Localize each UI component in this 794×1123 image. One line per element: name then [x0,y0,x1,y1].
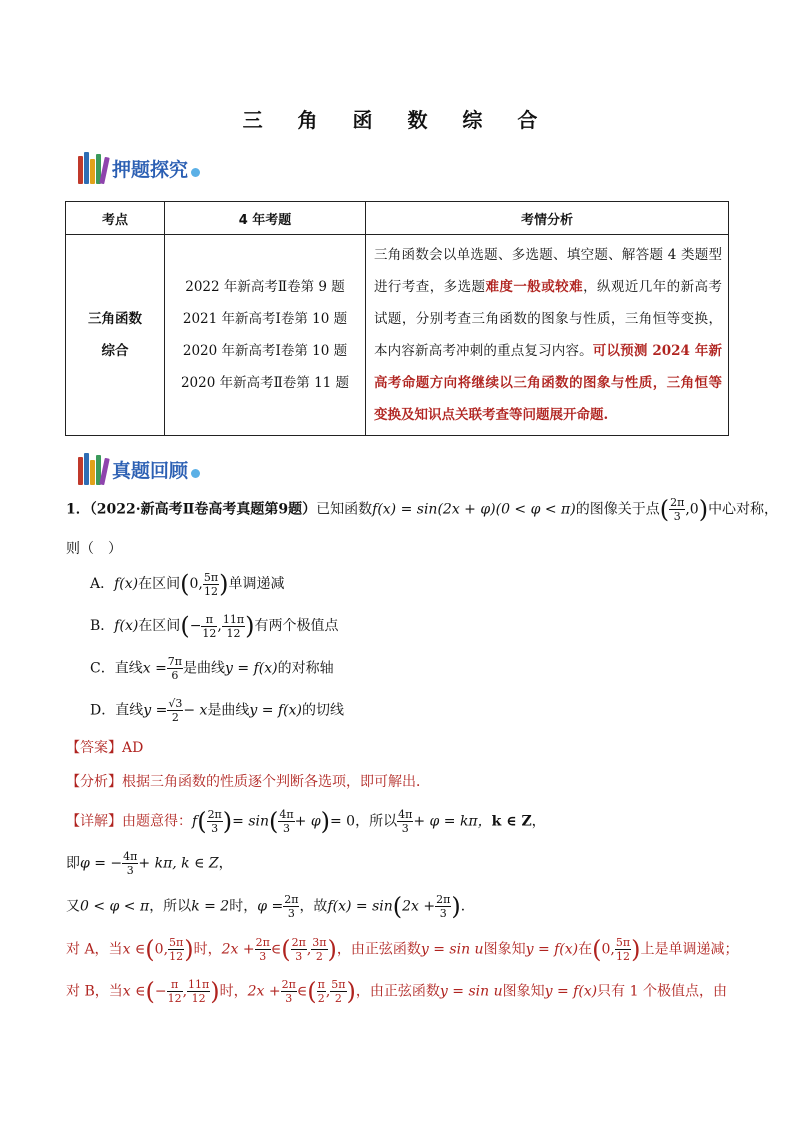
stem-text: 的图像关于点 [575,501,660,518]
option-b[interactable]: B．f(x)在区间(− $\frac{\pi}{12}$ , $\frac{11\pi}{12}$ )有两个极值点 [90,612,339,640]
page-title: 三 角 函 数 综 合 [242,108,552,132]
analysis-text: 三角函数会以单选题、多选题、填空题、解答题 4 类题型进行考查，多选题 [374,247,722,295]
books-icon [78,152,108,184]
analysis-value: 根据三角函数的性质逐个判断各选项，即可解出． [122,774,430,790]
analysis-prediction: 可以预测 2024 年新高考命题方向将继续以三角函数的图象与性质，三角恒等变换及知识点关联考查等问题展开命题. [374,343,722,423]
detail-label: 【详解】 [66,813,122,830]
answer-label: 【答案】 [66,740,122,756]
question-stem-2: 则（ ） [66,541,122,557]
books-icon [78,453,108,485]
function-expr: f(x) = sin(2x + φ)(0 < φ < π) [372,501,576,518]
point-tail: ,0 [685,501,699,518]
option-d[interactable]: D．直线y = $\frac{√3}{2}$ − x是曲线y = f(x)的切线 [90,697,344,724]
table-cell-point [66,235,165,436]
answer-line [66,737,143,759]
table-header: 考点 [66,202,165,235]
section-dot-icon [191,469,200,478]
question-source: （2022·新高考Ⅱ卷高考真题第9题） [89,501,317,518]
answer-value: AD [122,740,144,756]
section-header-explore [78,150,200,186]
year-item: 2020 年新高考Ⅱ卷第 11 题 [180,375,350,391]
stem-text: 中心对称， [708,501,779,518]
section-title-review: 真题回顾 [112,459,189,482]
point-line: 综合 [101,343,129,359]
year-item: 2020 年新高考Ⅰ卷第 10 题 [182,343,348,359]
detail-line-4: 对 A，当x ∈(0, $\frac{5\pi}{12}$ )时，2x + $\frac{2\pi}{3}$ ∈( $\frac{2\pi}{3}$ , $\frac{3\pi}{2}$ )，由正弦函数y = sin u图象知y = f(x)在(0, $\frac{5\pi}{12}$ )上是单调递减； [66,935,739,964]
year-item: 2022 年新高考Ⅱ卷第 9 题 [185,279,345,295]
analysis-line [66,771,430,793]
detail-line-1: 【详解】由题意得：f( $\frac{2\pi}{3}$ )= sin( $\frac{4\pi}{3}$ + φ)= 0，所以 $\frac{4\pi}{3}$ + φ = kπ，k ∈ Z， [66,807,546,836]
point-line: 三角函数 [88,311,142,327]
table-cell-years [165,235,366,436]
section-header-review [78,451,200,487]
point-fraction: $\frac{2\pi}{3}$ [670,496,685,523]
analysis-label: 【分析】 [66,774,122,790]
option-a[interactable]: A．f(x)在区间(0, $\frac{5\pi}{12}$ )单调递减 [90,570,285,598]
table-header: 4 年考题 [165,202,366,235]
option-c[interactable]: C．直线x = $\frac{7\pi}{6}$ 是曲线y = f(x)的对称轴 [90,655,334,682]
question-stem: 1．（2022·新高考Ⅱ卷高考真题第9题）已知函数f(x) = sin(2x + φ)(0 < φ < π)的图像关于点( $\frac{2\pi}{3}$ ,0)中心对称， [66,495,779,524]
analysis-text: ，纵观近几年的新高考试题，分别考查三角函数的图象与性质，三角恒等变换，本内容新高考冲刺的重点复习内容。 [374,279,722,359]
table-row [66,235,729,436]
table-header-row [66,202,729,235]
question-number: 1． [66,501,90,518]
table-header: 考情分析 [366,202,729,235]
detail-line-5: 对 B，当x ∈(− $\frac{\pi}{12}$ , $\frac{11\pi}{12}$ )时，2x + $\frac{2\pi}{3}$ ∈( $\frac{\pi}{2}$ , $\frac{5\pi}{2}$ )，由正弦函数y = sin u图象知y = f(x)只有 1 个极值点，由 [66,977,727,1006]
detail-line-2: 即φ = − $\frac{4\pi}{3}$ + kπ, k ∈ Z， [66,850,233,877]
analysis-highlight: 难度一般或较难 [485,279,584,295]
section-dot-icon [191,168,200,177]
year-item: 2021 年新高考Ⅰ卷第 10 题 [182,311,348,327]
exam-table [65,201,729,436]
stem-text: 已知函数 [316,501,373,518]
section-title-explore: 押题探究 [112,158,189,181]
table-cell-analysis [366,235,729,436]
detail-line-3: 又0 < φ < π，所以k = 2时，φ = $\frac{2\pi}{3}$ ，故f(x) = sin(2x + $\frac{2\pi}{3}$ )． [66,892,475,921]
